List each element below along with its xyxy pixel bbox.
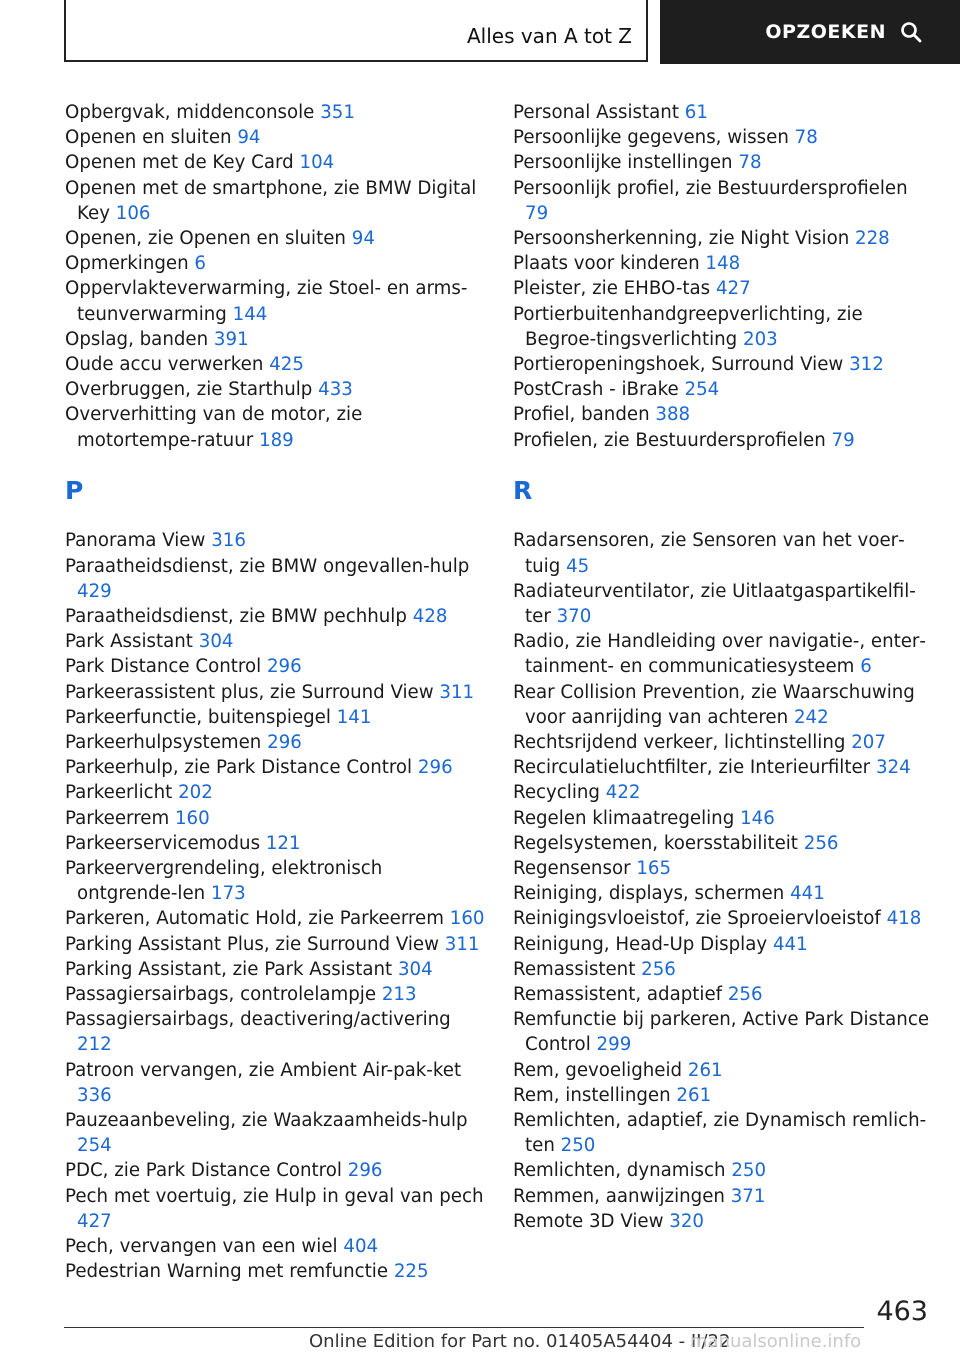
index-entry [513,528,933,578]
index-entry [513,780,933,805]
page-link[interactable]: 429 [77,580,112,602]
index-entry [513,150,933,175]
index-entry-term: Pedestrian Warning met remfunctie [65,1261,389,1283]
index-entry-term: Personal Assistant [513,102,679,123]
page-link[interactable]: 304 [397,958,433,980]
page-link[interactable]: 296 [266,656,302,678]
page-header [0,0,960,66]
page-link[interactable]: 427 [715,278,751,300]
index-entry-term: Persoonlijke gegevens, wissen [513,127,789,149]
index-entry-term: Pech met voertuig, zie Hulp in geval van pech [65,1185,484,1207]
page-link[interactable]: 202 [178,782,213,804]
index-entry-term: Paraatheidsdienst, zie BMW pechhulp [65,606,407,628]
index-entry-term: Parkeervergrendeling, elektronisch ontgrende‐len [65,858,383,905]
index-entry [65,1007,485,1057]
index-entry-term: Passagiersairbags, controlelampje [65,984,377,1006]
index-entry-term: Parkeerservicemodus [65,832,261,854]
index-entry [513,755,933,780]
index-entry-term: Regelsystemen, koersstabiliteit [513,832,798,854]
index-entry-term: Profielen, zie Bestuurdersprofielen [513,429,826,451]
page-link[interactable]: 121 [265,832,301,854]
index-entry [65,327,485,352]
page-number: 463 [876,1296,928,1327]
page-link[interactable]: 256 [803,832,839,854]
page-link[interactable]: 370 [556,606,592,628]
section-title: Alles van A tot Z [466,24,632,48]
index-entry-term: Panorama View [65,530,206,552]
index-entry-term: PostCrash - iBrake [513,379,679,401]
page-link[interactable]: 391 [213,328,249,350]
index-entry-term: Patroon vervangen, zie Ambient Air-pak‐ket [65,1059,462,1081]
index-entry-term: Rem, instellingen [513,1084,671,1106]
index-entry [513,1108,933,1158]
index-entry [65,1259,485,1284]
index-entry-term: Remlichten, dynamisch [513,1160,726,1182]
page-link[interactable]: 296 [417,757,453,779]
index-entry-term: Passagiersairbags, deactivering/activering [65,1009,451,1031]
index-entry [65,806,485,831]
page-link[interactable]: 296 [347,1160,383,1182]
index-entry-term: Recycling [513,782,600,804]
index-entry-term: Park Assistant [65,631,193,653]
index-entry [513,402,933,427]
watermark-brand: manualsonline.info [690,1331,862,1352]
index-entry [513,1158,933,1183]
page-link[interactable]: 173 [211,883,246,905]
index-entry [513,906,933,931]
page-link[interactable]: 428 [412,606,448,628]
page-link[interactable]: 388 [655,404,691,426]
index-entry [65,251,485,276]
index-entry-term: Paraatheidsdienst, zie BMW ongevallen‐hulp [65,555,470,577]
index-entry [65,932,485,957]
index-entry-term: Openen en sluiten [65,127,232,149]
page-link[interactable]: 203 [743,328,778,350]
page-link[interactable]: 78 [738,152,762,174]
index-entry-term: Opslag, banden [65,328,209,350]
index-entry-term: Persoonlijke instellingen [513,152,733,174]
page-link[interactable]: 296 [267,732,302,754]
index-entry-term: Oude accu verwerken [65,354,264,376]
search-button[interactable] [660,0,960,64]
page-link[interactable]: 441 [790,883,825,905]
index-entry [513,352,933,377]
index-entry [513,856,933,881]
page-link[interactable]: 256 [641,958,676,980]
index-entry-term: Profiel, banden [513,404,650,426]
page-link[interactable]: 311 [444,933,480,955]
index-entry [513,957,933,982]
page-link[interactable]: 189 [259,429,294,451]
index-entry-term: Remassistent, adaptief [513,984,723,1006]
index-entry [65,604,485,629]
edition-text: Online Edition for Part no. 01405A54404 - II/22 [309,1331,731,1352]
page-link[interactable]: 351 [320,102,355,123]
index-entry [513,302,933,352]
index-entry [65,730,485,755]
index-entry [65,554,485,604]
index-entry-term: Openen met de smartphone, zie BMW Digital Key [65,177,477,224]
index-entry [513,377,933,402]
index-entry [65,125,485,150]
page-link[interactable]: 242 [793,706,829,728]
page-link[interactable]: 324 [875,757,911,779]
index-entry-term: Parkeerfunctie, buitenspiegel [65,706,331,728]
search-label: OPZOEKEN [765,21,886,43]
index-entry [65,629,485,654]
index-entry [65,906,485,931]
index-entry [513,1007,933,1057]
index-entry-term: Pech, vervangen van een wiel [65,1236,338,1258]
page-link[interactable]: 422 [605,782,641,804]
page-link[interactable]: 261 [687,1059,723,1081]
index-entry-term: Reiniging, displays, schermen [513,883,785,905]
index-entry [65,528,485,553]
index-entry [65,982,485,1007]
index-entry-term: Rechtsrijdend verkeer, lichtinstelling [513,732,846,754]
index-letter-heading: P [65,476,84,506]
index-entry-term: Radiateurventilator, zie Uitlaatgaspartikelfil‐ter [513,580,916,628]
page-link[interactable]: 320 [669,1210,704,1232]
index-entry [513,1209,933,1234]
index-entry [65,402,485,452]
index-entry [65,176,485,226]
index-entry-term: Persoonsherkenning, zie Night Vision [513,228,850,250]
index-entry [513,100,933,125]
index-entry [65,831,485,856]
index-entry-term: Opmerkingen [65,253,189,275]
page-link[interactable]: 94 [351,228,375,250]
index-entry-term: Parkeerrem [65,807,170,829]
page-link[interactable]: 228 [855,228,890,250]
page-link[interactable]: 104 [299,152,335,174]
index-entry-term: Remlichten, adaptief, zie Dynamisch remlich‐ten [513,1110,927,1157]
page-link[interactable]: 225 [393,1261,429,1283]
index-entry-term: Parkeerassistent plus, zie Surround View [65,681,434,703]
index-entry [513,680,933,730]
page-link[interactable]: 250 [731,1160,767,1182]
index-entry [513,579,933,629]
index-entry [65,1108,485,1158]
index-entry [513,932,933,957]
index-entry-term: Reinigung, Head-Up Display [513,933,768,955]
page-link[interactable]: 6 [860,656,872,678]
index-entry-term: Parkeerhulpsystemen [65,732,262,754]
index-entry [513,428,933,453]
index-entry [65,100,485,125]
index-column-right [513,100,933,1234]
index-entry-term: Pauzeaanbeveling, zie Waakzaamheids‐hulp [65,1110,468,1132]
page-link[interactable]: 371 [730,1185,766,1207]
index-entry-term: Portieropeningshoek, Surround View [513,354,844,376]
index-entry-term: Parkeerhulp, zie Park Distance Control [65,757,413,779]
index-entry [513,1058,933,1083]
page-link[interactable]: 213 [381,984,417,1006]
page-link[interactable]: 212 [77,1034,112,1056]
index-entry-term: Remote 3D View [513,1210,664,1232]
index-entry-term: Oververhitting van de motor, zie motortempe‐ratuur [65,404,363,451]
page-link[interactable]: 336 [77,1084,112,1106]
index-entry [65,705,485,730]
index-entry-term: Parkeren, Automatic Hold, zie Parkeerrem [65,908,444,930]
index-entry-term: PDC, zie Park Distance Control [65,1160,342,1182]
index-entry [513,125,933,150]
index-entry-term: Oppervlakteverwarming, zie Stoel- en arms‐teunverwarming [65,278,468,325]
page-link[interactable]: 311 [439,681,475,703]
index-entry [65,226,485,251]
page-link[interactable]: 106 [115,202,151,224]
page-link[interactable]: 427 [77,1210,112,1232]
index-entry-term: Park Distance Control [65,656,262,678]
index-entry [65,377,485,402]
index-entry-term: Opbergvak, middenconsole [65,102,315,123]
index-entry-term: Openen met de Key Card [65,152,294,174]
page-link[interactable]: 256 [727,984,763,1006]
index-entry [513,629,933,679]
index-entry [65,150,485,175]
index-entry [65,856,485,906]
page-link[interactable]: 78 [794,127,818,149]
index-entry-term: Parking Assistant Plus, zie Surround View [65,933,439,955]
index-entry [513,806,933,831]
page-link[interactable]: 207 [851,732,886,754]
page-link[interactable]: 160 [449,908,485,930]
index-letter-heading: R [513,476,533,506]
page-link[interactable]: 425 [269,354,304,376]
index-entry-term: Plaats voor kinderen [513,253,700,275]
index-entry [65,1158,485,1183]
index-entry [65,352,485,377]
page-link[interactable]: 261 [676,1084,712,1106]
index-entry [513,176,933,226]
page-link[interactable]: 146 [740,807,775,829]
index-entry [513,226,933,251]
page-link[interactable]: 148 [705,253,741,275]
index-entry [65,276,485,326]
page-link[interactable]: 141 [336,706,372,728]
index-entry [65,654,485,679]
page-link[interactable]: 441 [772,933,808,955]
search-icon [900,21,922,43]
page-link[interactable]: 165 [636,858,672,880]
page-link[interactable]: 160 [174,807,210,829]
page-link[interactable]: 316 [211,530,246,552]
index-entry [513,982,933,1007]
page-link[interactable]: 304 [198,631,234,653]
index-column-left [65,100,485,1285]
index-entry [513,276,933,301]
index-entry [513,730,933,755]
index-entry [513,1083,933,1108]
page-link[interactable]: 61 [684,102,708,123]
page-link[interactable]: 254 [77,1135,112,1157]
index-entry [65,1058,485,1108]
index-entry [65,780,485,805]
page-link[interactable]: 433 [318,379,353,401]
index-entry [513,251,933,276]
index-entry-term: Parking Assistant, zie Park Assistant [65,958,393,980]
index-entry [513,881,933,906]
index-entry-term: Pleister, zie EHBO-tas [513,278,711,300]
page-link[interactable]: 418 [886,908,922,930]
index-entry-term: Regelen klimaatregeling [513,807,735,829]
index-entry-term: Regensensor [513,858,631,880]
index-entry-term: Openen, zie Openen en sluiten [65,228,346,250]
index-entry-term: Rear Collision Prevention, zie Waarschuwing voor aanrijding van achteren [513,681,915,728]
section-tab[interactable] [64,0,648,62]
index-entry-term: Reinigingsvloeistof, zie Sproeiervloeistof [513,908,881,930]
index-entry [513,1184,933,1209]
page-link[interactable]: 79 [831,429,855,451]
page-link[interactable]: 299 [596,1034,632,1056]
page-link[interactable]: 6 [194,253,206,275]
index-entry-term: Remfunctie bij parkeren, Active Park Distance Control [513,1009,930,1056]
page-link[interactable]: 94 [237,127,261,149]
index-entry [65,680,485,705]
page-link[interactable]: 404 [343,1236,379,1258]
index-entry-term: Persoonlijk profiel, zie Bestuurdersprofielen [513,177,908,199]
footer-divider [64,1327,864,1328]
index-entry-term: Remassistent [513,958,636,980]
index-entry-term: Remmen, aanwijzingen [513,1185,725,1207]
page-link[interactable]: 312 [849,354,884,376]
index-entry [65,1234,485,1259]
index-entry [65,755,485,780]
page-link[interactable]: 250 [560,1135,596,1157]
page-link[interactable]: 45 [566,555,590,577]
index-entry-term: Recirculatieluchtfilter, zie Interieurfilter [513,757,871,779]
index-entry-term: Rem, gevoeligheid [513,1059,683,1081]
index-entry [65,957,485,982]
index-entry-term: Radarsensoren, zie Sensoren van het voer‐tuig [513,530,905,577]
index-entry [513,831,933,856]
page-link[interactable]: 79 [525,202,549,224]
index-entry [65,1184,485,1234]
page-link[interactable]: 254 [684,379,720,401]
page-link[interactable]: 144 [232,303,268,325]
index-entry-term: Overbruggen, zie Starthulp [65,379,313,401]
index-entry-term: Portierbuitenhandgreepverlichting, zie Begroe‐tingsverlichting [513,303,863,350]
index-entry-term: Radio, zie Handleiding over navigatie-, enter‐tainment- en communicatiesysteem [513,631,926,678]
index-entry-term: Parkeerlicht [65,782,173,804]
